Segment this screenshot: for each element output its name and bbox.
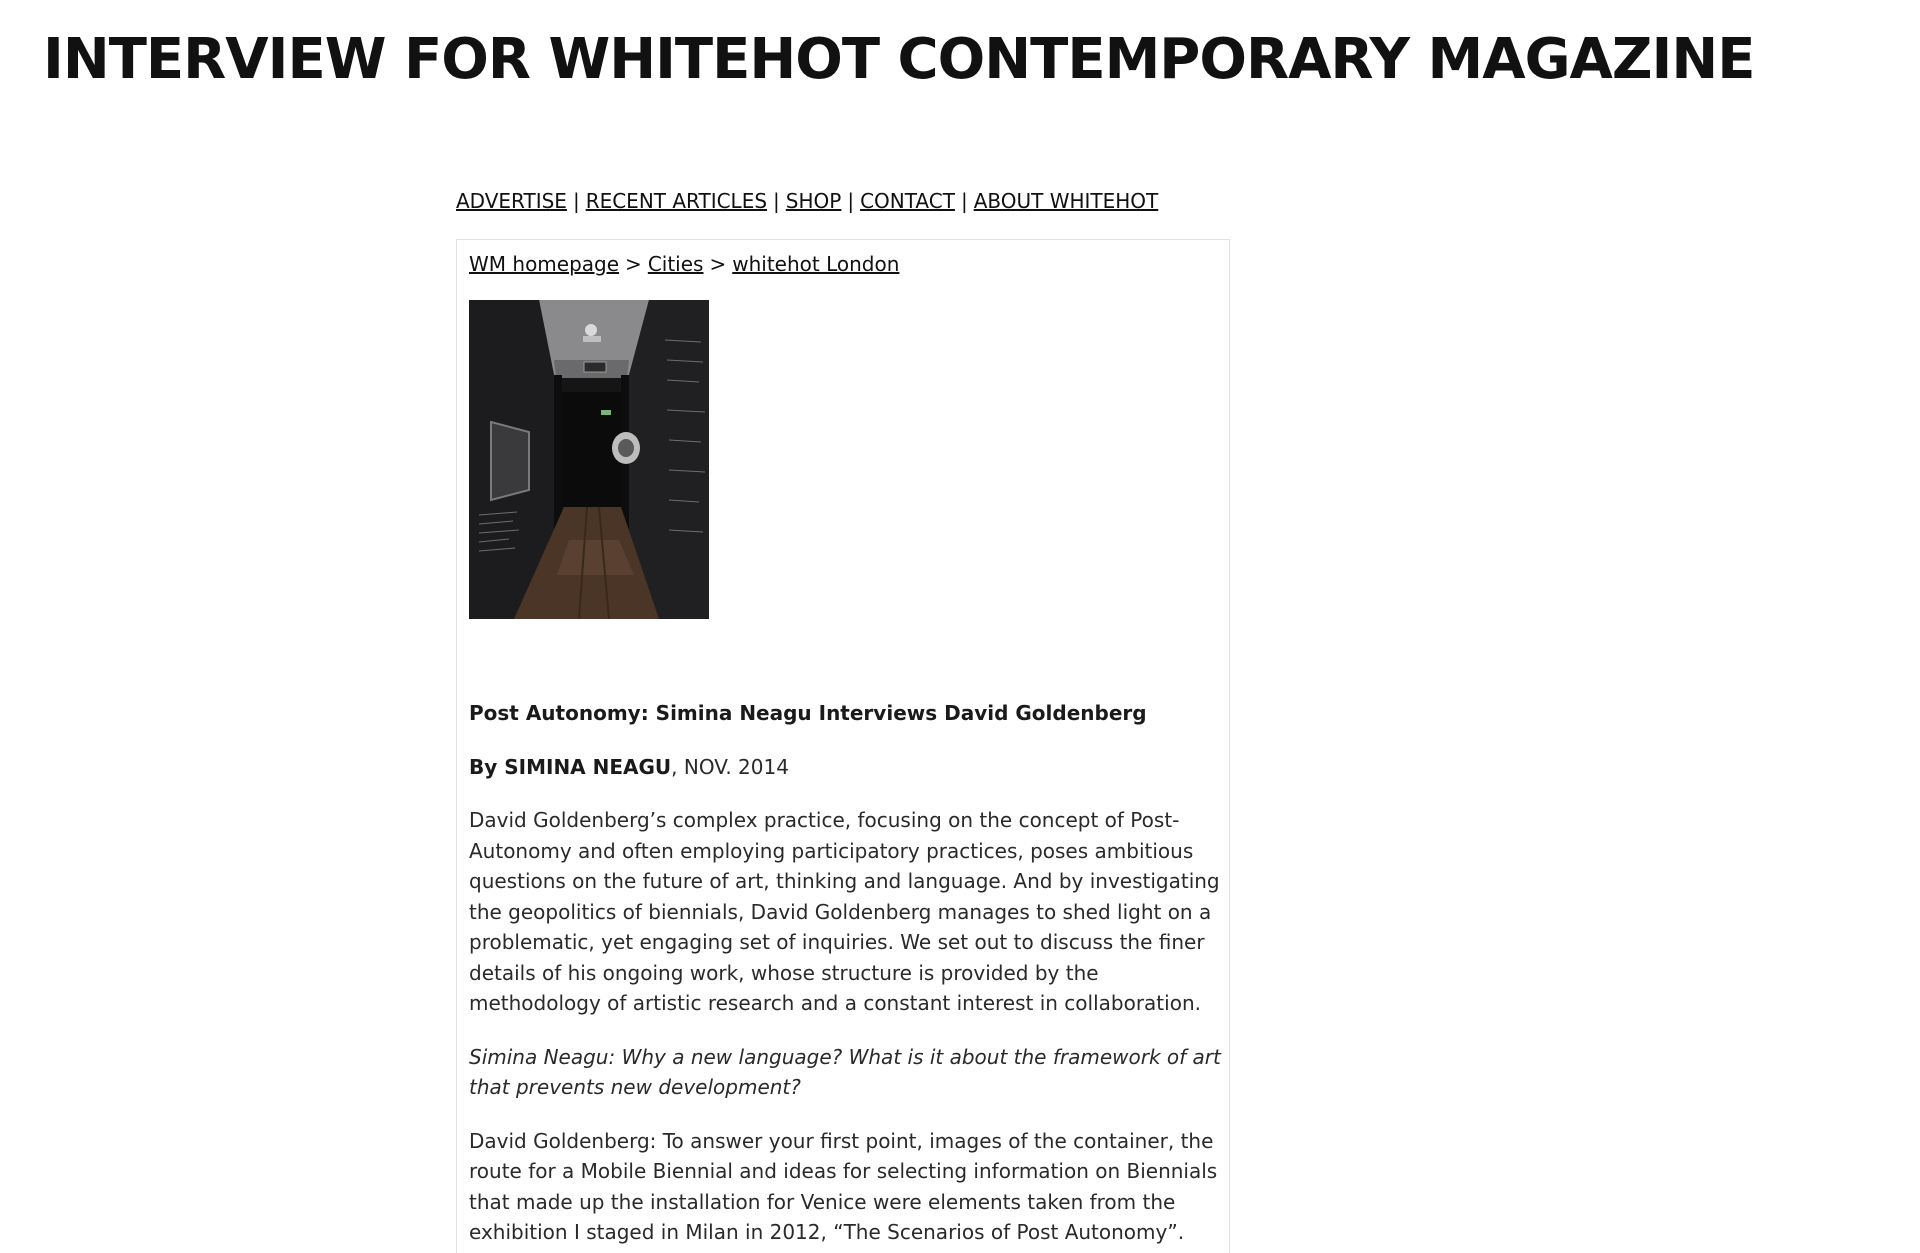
nav-advertise-link[interactable]: ADVERTISE <box>456 189 567 213</box>
article-body <box>469 698 1221 1253</box>
interview-question: Simina Neagu: Why a new language? What is it about the framework of art that prevents new development? <box>469 1044 1221 1099</box>
nav-separator: | <box>773 189 780 213</box>
breadcrumb-wm-homepage-link[interactable]: WM homepage <box>469 252 620 276</box>
article-intro-paragraph: David Goldenberg’s complex practice, focusing on the concept of Post-Autonomy and often employing participatory practices, poses ambitious questions on the future of art, thinking and language. And by investigating the geopolitics of biennials, David Goldenberg manages to shed light on a problematic, yet engaging set of inquiries. We set out to discuss the finer details of his ongoing work, whose structure is provided by the methodology of artistic research and a constant interest in collaboration. <box>469 808 1220 1015</box>
nav-contact-link[interactable]: CONTACT <box>860 189 955 213</box>
article-hero-image[interactable] <box>469 300 709 619</box>
nav-separator: | <box>847 189 855 213</box>
nav-recent-articles-link[interactable]: RECENT ARTICLES <box>585 189 768 213</box>
article-byline <box>469 752 1221 783</box>
nav-shop-link[interactable]: SHOP <box>785 189 842 213</box>
nav-about-whitehot-link[interactable]: ABOUT WHITEHOT <box>973 189 1159 213</box>
article-date: , NOV. 2014 <box>671 754 789 779</box>
gallery-corridor-photo-icon <box>469 300 709 619</box>
article-headline: Post Autonomy: Simina Neagu Interviews David Goldenberg <box>469 701 1147 725</box>
author-name: SIMINA NEAGU <box>504 754 672 779</box>
interview-answer: David Goldenberg: To answer your first point, images of the container, the route for a Mobile Biennial and ideas for selecting information on Biennials that made up the installation for Venice were elements taken from the exhibition I staged in Milan in 2012, “The Scenarios of Post Autonomy”. <box>469 1128 1218 1244</box>
page-title: INTERVIEW FOR WHITEHOT CONTEMPORARY MAGAZINE <box>43 27 1755 92</box>
breadcrumb-separator: > <box>625 252 642 276</box>
top-nav <box>456 186 1158 216</box>
breadcrumb-whitehot-london-link[interactable]: whitehot London <box>732 252 900 276</box>
breadcrumb-separator: > <box>709 252 727 276</box>
byline-prefix: By <box>469 754 505 779</box>
breadcrumb-cities-link[interactable]: Cities <box>647 252 704 276</box>
article-container <box>456 239 1230 1253</box>
nav-separator: | <box>572 189 580 213</box>
breadcrumb <box>469 249 899 279</box>
nav-separator: | <box>960 189 968 213</box>
